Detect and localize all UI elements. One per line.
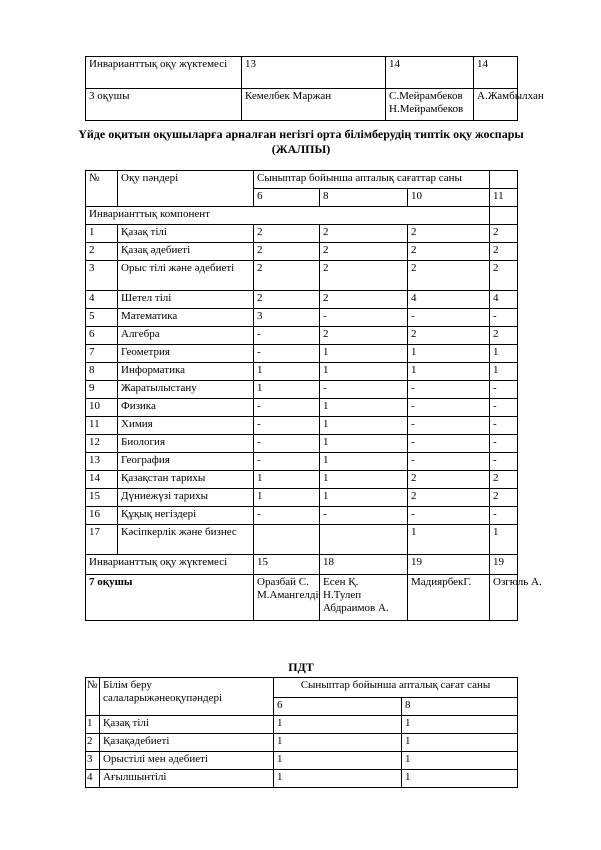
table-row [86, 435, 518, 453]
subject-name: Дүниежүзі тарихы [118, 489, 254, 507]
hours-cell: 2 [408, 327, 490, 345]
hours-cell: 2 [490, 471, 518, 489]
hours-cell: 2 [320, 327, 408, 345]
table-row [86, 261, 518, 291]
row-number: 14 [86, 471, 118, 489]
subject-name: Қазақстан тарихы [118, 471, 254, 489]
pdt-grade-6: 6 [274, 698, 402, 716]
row-number: 1 [86, 225, 118, 243]
subject-name: Ағылшынтілі [100, 770, 274, 788]
row-number: 9 [86, 381, 118, 399]
curriculum-table [85, 170, 542, 621]
hours-cell: 1 [254, 381, 320, 399]
pdt-header-num: № [86, 678, 100, 716]
header-num: № [86, 171, 118, 207]
load-row [86, 555, 518, 575]
students-11: Озгюль А. [490, 575, 518, 621]
row-number: 17 [86, 525, 118, 555]
hours-cell: - [490, 309, 518, 327]
table-row [86, 770, 518, 788]
pdt-body [86, 716, 518, 788]
row-number: 2 [86, 243, 118, 261]
hours-cell: - [408, 381, 490, 399]
hours-cell: - [254, 507, 320, 525]
hours-cell: 4 [408, 291, 490, 309]
table-row [86, 489, 518, 507]
hours-cell: - [490, 435, 518, 453]
hours-cell: 1 [320, 417, 408, 435]
hours-cell: 2 [490, 243, 518, 261]
header-subjects: Оқу пәндері [118, 171, 254, 207]
hours-cell: 3 [254, 309, 320, 327]
curriculum-body [86, 225, 518, 555]
hours-cell: 1 [402, 716, 518, 734]
table-row [86, 525, 518, 555]
cell: Инварианттық оқу жүктемесі [86, 57, 242, 89]
hours-cell: 1 [320, 363, 408, 381]
row-number: 13 [86, 453, 118, 471]
cell: 14 [474, 57, 518, 89]
row-number: 11 [86, 417, 118, 435]
subject-name: Құқық негіздері [118, 507, 254, 525]
subject-name: Қазақ әдебиеті [118, 243, 254, 261]
cell: 14 [386, 57, 474, 89]
hours-cell: 1 [490, 525, 518, 555]
plan-title-line2: (ЖАЛПЫ) [271, 142, 331, 156]
hours-cell: - [490, 453, 518, 471]
hours-cell: 2 [408, 471, 490, 489]
hours-cell: - [320, 309, 408, 327]
hours-cell: 1 [254, 489, 320, 507]
row-number: 6 [86, 327, 118, 345]
subject-name: Биология [118, 435, 254, 453]
hours-cell: 1 [490, 363, 518, 381]
table-row [86, 309, 518, 327]
plan-title-line1: Үйде оқитын оқушыларға арналған негізгі орта білімберудің типтік оқу жоспары [78, 127, 524, 141]
subject-name: Қазақ тілі [118, 225, 254, 243]
header-blank [490, 171, 518, 189]
table-row [86, 734, 518, 752]
hours-cell: 2 [490, 261, 518, 291]
grade-11: 11 [490, 189, 518, 207]
hours-cell: - [320, 381, 408, 399]
pdt-header-hours: Сыныптар бойынша апталық сағат саны [274, 678, 518, 698]
hours-cell: - [320, 507, 408, 525]
row-number: 8 [86, 363, 118, 381]
cell: С.Мейрамбеков Н.Мейрамбеков [386, 89, 474, 121]
hours-cell: 1 [408, 363, 490, 381]
subject-name: Физика [118, 399, 254, 417]
row-number: 4 [86, 291, 118, 309]
hours-cell: 1 [274, 734, 402, 752]
students-8: Есен Қ. Н.Тулеп Абдраимов А. [320, 575, 408, 621]
cell [490, 207, 518, 225]
subject-name: Қазақәдебиеті [100, 734, 274, 752]
subject-name: Жаратылыстану [118, 381, 254, 399]
hours-cell: 2 [408, 489, 490, 507]
pdt-title: ПДТ [288, 660, 314, 674]
hours-cell: - [254, 453, 320, 471]
table-row [86, 327, 518, 345]
hours-cell: 2 [254, 261, 320, 291]
top-table [85, 56, 544, 121]
cell: Кемелбек Маржан [242, 89, 386, 121]
hours-cell: - [254, 345, 320, 363]
row-number: 10 [86, 399, 118, 417]
subject-name: Информатика [118, 363, 254, 381]
hours-cell: 2 [254, 243, 320, 261]
hours-cell: 1 [408, 525, 490, 555]
header-row [86, 171, 518, 189]
row-number: 15 [86, 489, 118, 507]
row-number: 5 [86, 309, 118, 327]
header-row [86, 678, 518, 698]
hours-cell: 1 [274, 716, 402, 734]
hours-cell: - [254, 399, 320, 417]
subject-name: Орыстілі мен әдебиеті [100, 752, 274, 770]
table-row [86, 417, 518, 435]
hours-cell: 1 [320, 399, 408, 417]
hours-cell: 1 [320, 435, 408, 453]
table-row [86, 345, 518, 363]
pdt-grade-8: 8 [402, 698, 518, 716]
hours-cell: 1 [320, 489, 408, 507]
hours-cell: 2 [490, 225, 518, 243]
hours-cell: 2 [320, 291, 408, 309]
hours-cell: 1 [274, 770, 402, 788]
subject-name: Химия [118, 417, 254, 435]
table-row [86, 399, 518, 417]
subject-name: География [118, 453, 254, 471]
hours-cell: - [408, 507, 490, 525]
hours-cell: 1 [408, 345, 490, 363]
cell: 13 [242, 57, 386, 89]
subject-name: Геометрия [118, 345, 254, 363]
students-label: 7 оқушы [86, 575, 254, 621]
table-row [86, 752, 518, 770]
row-number: 3 [86, 261, 118, 291]
hours-cell: 2 [490, 489, 518, 507]
table-row [86, 89, 518, 121]
hours-cell: 2 [408, 225, 490, 243]
hours-cell: 4 [490, 291, 518, 309]
hours-cell: 2 [408, 261, 490, 291]
hours-cell: - [490, 417, 518, 435]
subject-name: Математика [118, 309, 254, 327]
header-hours: Сыныптар бойынша апталық сағаттар саны [254, 171, 490, 189]
hours-cell: 1 [490, 345, 518, 363]
plan-title [60, 127, 542, 157]
hours-cell: 2 [320, 225, 408, 243]
hours-cell: - [490, 507, 518, 525]
pdt-header-areas: Білім беру салаларыжәнеоқупәндері [100, 678, 274, 716]
load-label: Инварианттық оқу жүктемесі [86, 555, 254, 575]
hours-cell: 1 [402, 734, 518, 752]
load-10: 19 [408, 555, 490, 575]
load-6: 15 [254, 555, 320, 575]
table-row [86, 507, 518, 525]
hours-cell: - [408, 435, 490, 453]
hours-cell: 1 [320, 345, 408, 363]
load-11: 19 [490, 555, 518, 575]
row-number: 4 [86, 770, 100, 788]
students-row [86, 575, 518, 621]
hours-cell: 2 [320, 261, 408, 291]
hours-cell: - [408, 399, 490, 417]
table-row [86, 471, 518, 489]
hours-cell: 2 [254, 291, 320, 309]
hours-cell: 1 [254, 471, 320, 489]
table-row [86, 363, 518, 381]
row-number: 12 [86, 435, 118, 453]
table-row [86, 57, 518, 89]
hours-cell: 1 [254, 363, 320, 381]
hours-cell: - [254, 327, 320, 345]
grade-6: 6 [254, 189, 320, 207]
hours-cell: - [408, 453, 490, 471]
hours-cell: 1 [320, 453, 408, 471]
subject-name: Орыс тілі және әдебиеті [118, 261, 254, 291]
load-8: 18 [320, 555, 408, 575]
table-row [86, 225, 518, 243]
row-number: 3 [86, 752, 100, 770]
hours-cell: 1 [320, 471, 408, 489]
students-10: МадиярбекГ. [408, 575, 490, 621]
row-number: 2 [86, 734, 100, 752]
hours-cell: - [408, 309, 490, 327]
hours-cell: - [490, 399, 518, 417]
hours-cell: - [408, 417, 490, 435]
subject-name: Алгебра [118, 327, 254, 345]
students-6: Оразбай С. М.Амангелді [254, 575, 320, 621]
subject-name: Қазақ тілі [100, 716, 274, 734]
hours-cell: 1 [274, 752, 402, 770]
subject-name: Кәсіпкерлік және бизнес [118, 525, 254, 555]
hours-cell: - [490, 381, 518, 399]
hours-cell: 2 [490, 327, 518, 345]
hours-cell: - [254, 417, 320, 435]
hours-cell: 2 [408, 243, 490, 261]
grade-10: 10 [408, 189, 490, 207]
table-row [86, 243, 518, 261]
hours-cell: 2 [254, 225, 320, 243]
subject-name: Шетел тілі [118, 291, 254, 309]
hours-cell [320, 525, 408, 555]
hours-cell: 1 [402, 752, 518, 770]
table-row [86, 453, 518, 471]
cell: 3 оқушы [86, 89, 242, 121]
hours-cell: 2 [320, 243, 408, 261]
table-row [86, 716, 518, 734]
row-number: 1 [86, 716, 100, 734]
grade-8: 8 [320, 189, 408, 207]
pdt-table [85, 677, 518, 788]
table-row [86, 381, 518, 399]
component-label: Инварианттық компонент [86, 207, 490, 225]
hours-cell: 1 [402, 770, 518, 788]
table-row [86, 291, 518, 309]
cell: А.Жамбылхан [474, 89, 518, 121]
hours-cell [254, 525, 320, 555]
hours-cell: - [254, 435, 320, 453]
row-number: 16 [86, 507, 118, 525]
component-row [86, 207, 518, 225]
row-number: 7 [86, 345, 118, 363]
